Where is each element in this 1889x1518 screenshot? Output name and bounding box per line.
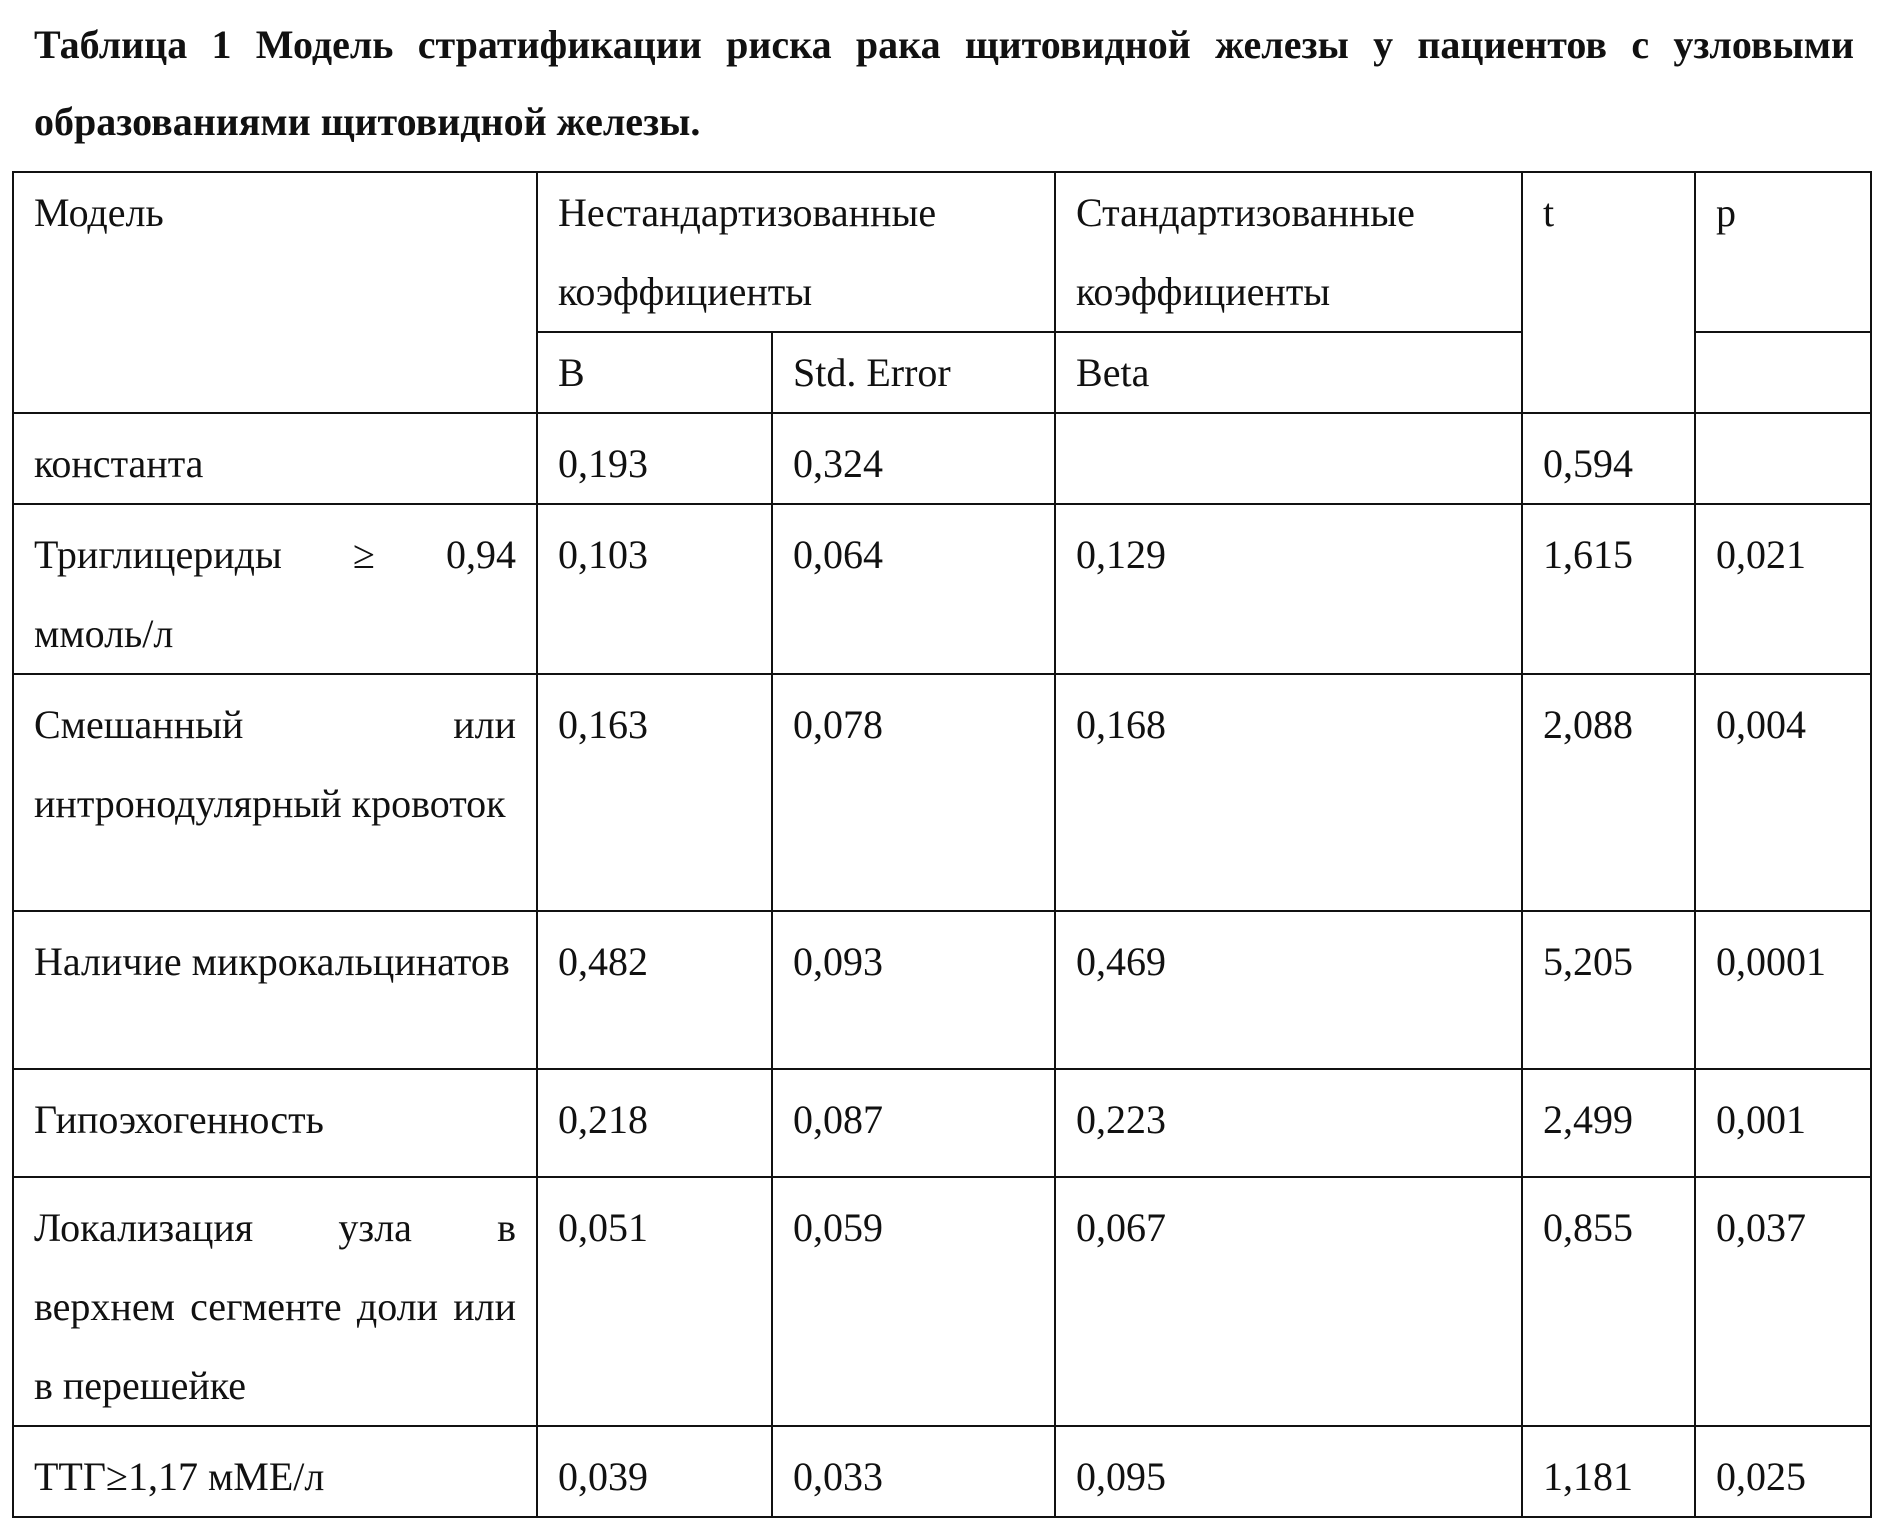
header-t: t bbox=[1522, 172, 1695, 413]
header-beta: Beta bbox=[1055, 332, 1522, 413]
header-b: B bbox=[537, 332, 772, 413]
cell-b: 0,103 bbox=[537, 504, 772, 674]
cell-std-error: 0,033 bbox=[772, 1426, 1055, 1517]
table-row bbox=[13, 1426, 1871, 1517]
table-row bbox=[13, 911, 1871, 1069]
row-label: Гипоэхогенность bbox=[13, 1069, 537, 1177]
row-label: Локализация узла в верхнем сегменте доли или в перешейке bbox=[13, 1177, 537, 1426]
header-model: Модель bbox=[13, 172, 537, 413]
row-label: ТТГ≥1,17 мМЕ/л bbox=[13, 1426, 537, 1517]
cell-p: 0,001 bbox=[1695, 1069, 1871, 1177]
cell-p: 0,004 bbox=[1695, 674, 1871, 911]
cell-p: 0,025 bbox=[1695, 1426, 1871, 1517]
cell-t: 2,499 bbox=[1522, 1069, 1695, 1177]
cell-p: 0,0001 bbox=[1695, 911, 1871, 1069]
cell-beta: 0,223 bbox=[1055, 1069, 1522, 1177]
cell-b: 0,163 bbox=[537, 674, 772, 911]
cell-t: 1,181 bbox=[1522, 1426, 1695, 1517]
header-p: p bbox=[1695, 172, 1871, 332]
cell-b: 0,039 bbox=[537, 1426, 772, 1517]
cell-beta: 0,067 bbox=[1055, 1177, 1522, 1426]
header-unstandardized: Нестандартизованные коэффициенты bbox=[537, 172, 1055, 332]
cell-t: 1,615 bbox=[1522, 504, 1695, 674]
header-p-sub bbox=[1695, 332, 1871, 413]
cell-b: 0,193 bbox=[537, 413, 772, 504]
cell-std-error: 0,324 bbox=[772, 413, 1055, 504]
header-std-error: Std. Error bbox=[772, 332, 1055, 413]
cell-p: 0,021 bbox=[1695, 504, 1871, 674]
row-label: Смешанный или интронодулярный кровоток bbox=[13, 674, 537, 911]
table-row bbox=[13, 413, 1871, 504]
row-label: Наличие микрокальцинатов bbox=[13, 911, 537, 1069]
cell-p bbox=[1695, 413, 1871, 504]
cell-std-error: 0,093 bbox=[772, 911, 1055, 1069]
cell-beta: 0,095 bbox=[1055, 1426, 1522, 1517]
table-row bbox=[13, 674, 1871, 911]
table-row bbox=[13, 504, 1871, 674]
cell-beta: 0,129 bbox=[1055, 504, 1522, 674]
row-label: константа bbox=[13, 413, 537, 504]
cell-std-error: 0,064 bbox=[772, 504, 1055, 674]
header-row bbox=[13, 172, 1871, 332]
cell-beta: 0,469 bbox=[1055, 911, 1522, 1069]
cell-b: 0,051 bbox=[537, 1177, 772, 1426]
cell-b: 0,218 bbox=[537, 1069, 772, 1177]
regression-table bbox=[12, 171, 1872, 1518]
cell-t: 5,205 bbox=[1522, 911, 1695, 1069]
table-row bbox=[13, 1069, 1871, 1177]
header-standardized: Стандартизованные коэффициенты bbox=[1055, 172, 1522, 332]
cell-b: 0,482 bbox=[537, 911, 772, 1069]
cell-std-error: 0,078 bbox=[772, 674, 1055, 911]
table-row bbox=[13, 1177, 1871, 1426]
cell-t: 0,855 bbox=[1522, 1177, 1695, 1426]
cell-beta bbox=[1055, 413, 1522, 504]
cell-t: 2,088 bbox=[1522, 674, 1695, 911]
cell-p: 0,037 bbox=[1695, 1177, 1871, 1426]
cell-beta: 0,168 bbox=[1055, 674, 1522, 911]
row-label: Триглицериды ≥ 0,94 ммоль/л bbox=[13, 504, 537, 674]
cell-std-error: 0,087 bbox=[772, 1069, 1055, 1177]
cell-std-error: 0,059 bbox=[772, 1177, 1055, 1426]
table-caption: Таблица 1 Модель стратификации риска рака щитовидной железы у пациентов с узловыми образованиями щитовидной железы. bbox=[34, 22, 1854, 144]
cell-t: 0,594 bbox=[1522, 413, 1695, 504]
